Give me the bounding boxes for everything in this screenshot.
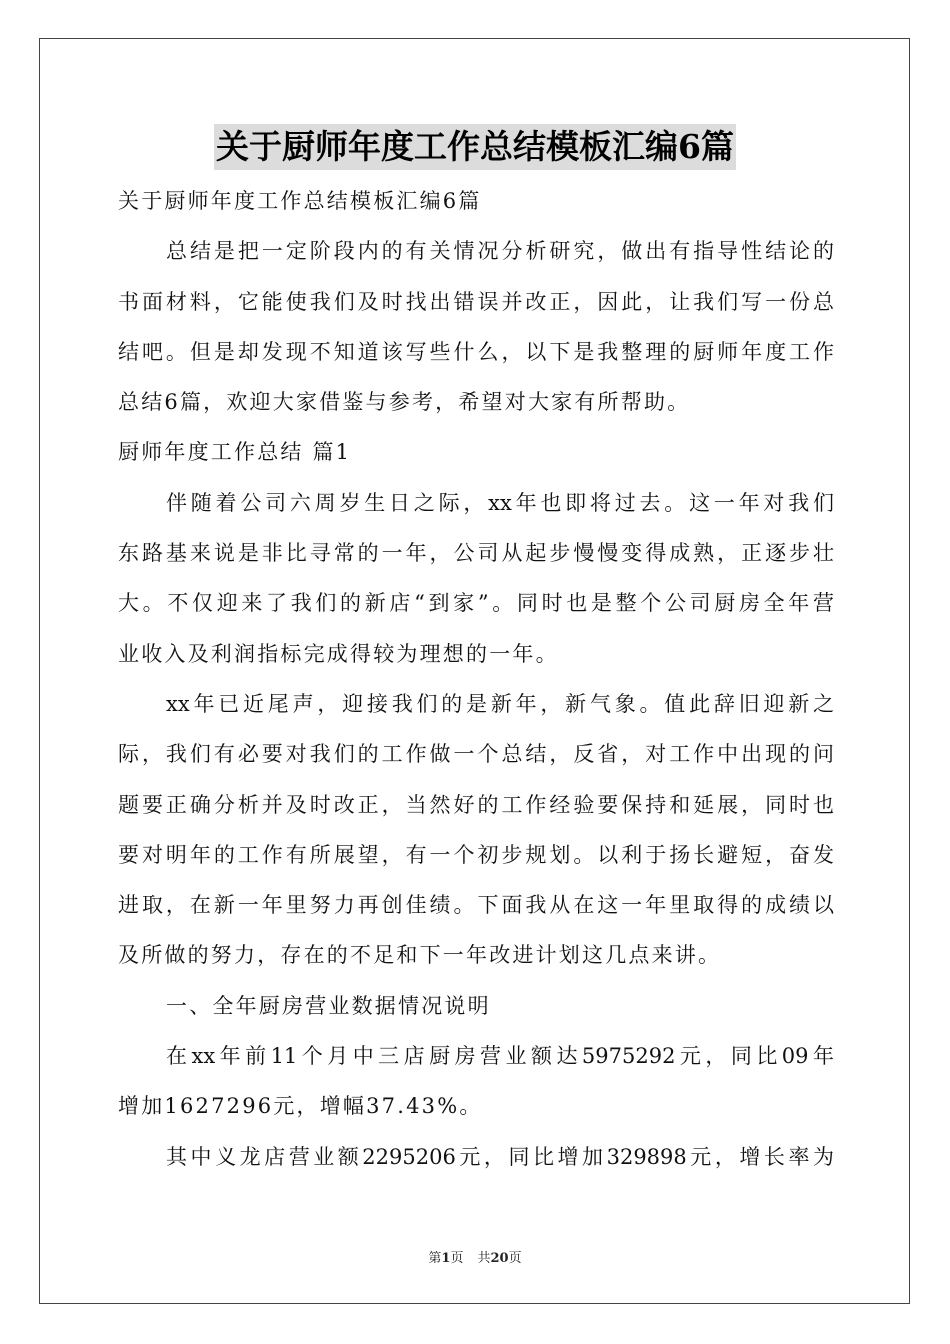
paragraph-line: 伴随着公司六周岁生日之际，xx年也即将过去。这一年对我们: [166, 490, 834, 515]
paragraph-line: 总结是把一定阶段内的有关情况分析研究，做出有指导性结论的: [166, 239, 834, 264]
document-title: 关于厨师年度工作总结模板汇编6篇: [214, 124, 736, 170]
section-heading: 厨师年度工作总结 篇1: [118, 440, 352, 465]
page-total: 20: [490, 1251, 509, 1266]
paragraph-line: 际，我们有必要对我们的工作做一个总结，反省，对工作中出现的问: [118, 742, 834, 767]
page-footer: [0, 1247, 950, 1266]
page-current: 1: [441, 1251, 451, 1266]
title-area: [0, 124, 950, 170]
paragraph-line: 在xx年前11个月中三店厨房营业额达5975292元，同比09年: [166, 1044, 834, 1069]
total-suffix: 页: [508, 1251, 522, 1266]
page-suffix: 页: [450, 1251, 464, 1266]
paragraph-line: 及所做的努力，存在的不足和下一年改进计划这几点来讲。: [118, 943, 722, 968]
paragraph-line: 进取，在新一年里努力再创佳绩。下面我从在这一年里取得的成绩以: [118, 893, 834, 918]
subsection-heading: 一、全年厨房营业数据情况说明: [166, 993, 491, 1018]
paragraph-line: 结吧。但是却发现不知道该写些什么，以下是我整理的厨师年度工作: [118, 339, 834, 364]
paragraph-line: 增加1627296元，增幅37.43%。: [118, 1094, 483, 1119]
total-prefix: 共: [477, 1251, 491, 1266]
paragraph-line: 题要正确分析并及时改正，当然好的工作经验要保持和延展，同时也: [118, 792, 834, 817]
paragraph-line: 业收入及利润指标完成得较为理想的一年。: [118, 641, 559, 666]
paragraph-line: 要对明年的工作有所展望，有一个初步规划。以利于扬长避短，奋发: [118, 842, 834, 867]
paragraph-line: 总结6篇，欢迎大家借鉴与参考，希望对大家有所帮助。: [118, 390, 691, 415]
page-prefix: 第: [428, 1251, 442, 1266]
paragraph-line: 书面材料，它能使我们及时找出错误并改正，因此，让我们写一份总: [118, 289, 834, 314]
paragraph-line: 大。不仅迎来了我们的新店“到家”。同时也是整个公司厨房全年营: [118, 591, 834, 616]
subtitle-line: 关于厨师年度工作总结模板汇编6篇: [118, 189, 482, 213]
document-body: [118, 176, 834, 1182]
paragraph-line: 其中义龙店营业额2295206元，同比增加329898元，增长率为: [166, 1144, 834, 1169]
paragraph-line: 东路基来说是非比寻常的一年，公司从起步慢慢变得成熟，正逐步壮: [118, 541, 834, 566]
paragraph-line: xx年已近尾声，迎接我们的是新年，新气象。值此辞旧迎新之: [166, 691, 834, 716]
